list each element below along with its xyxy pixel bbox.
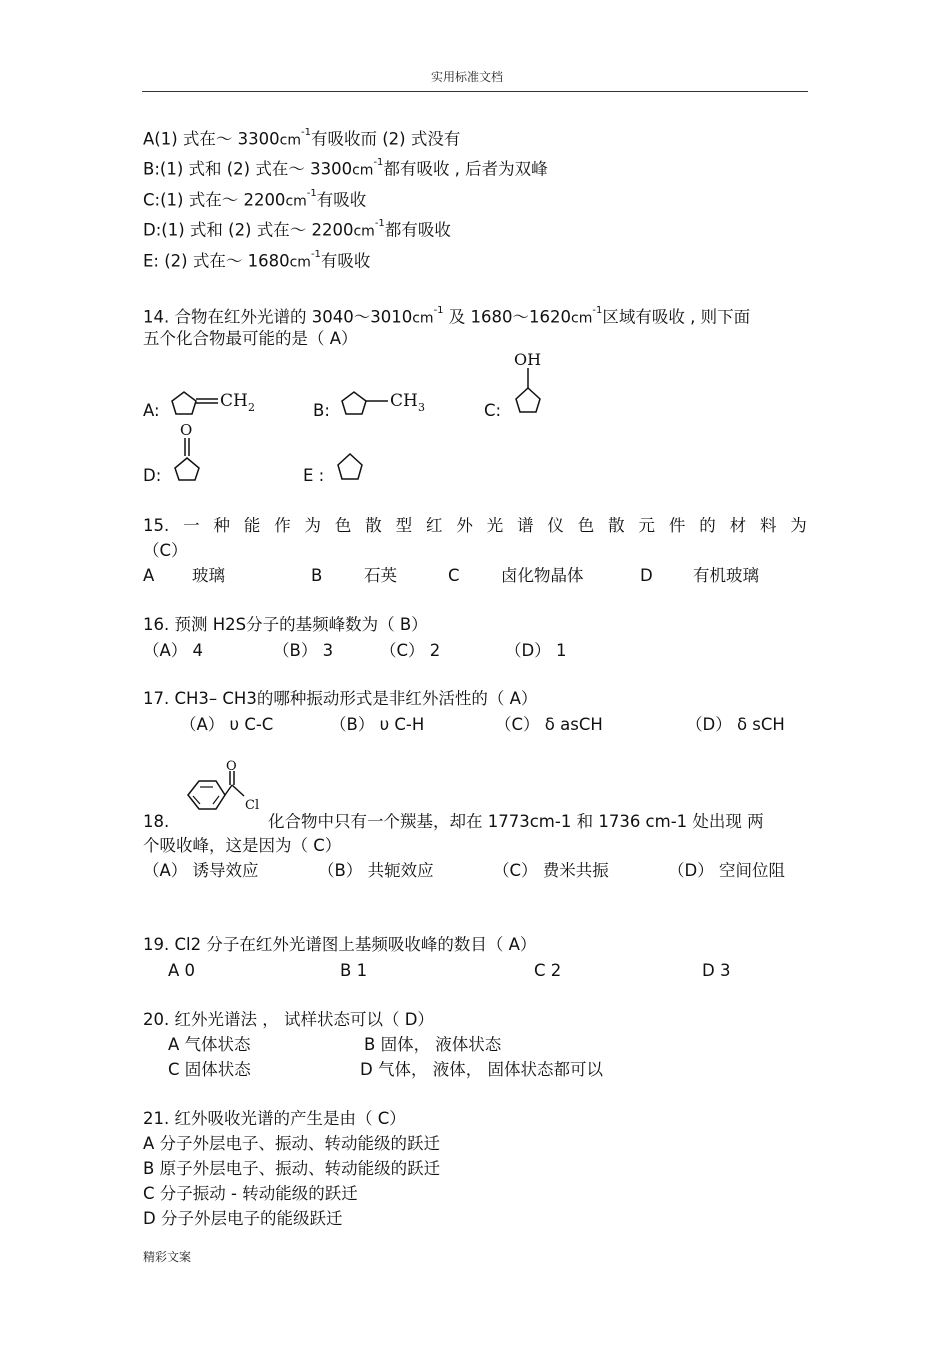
q18-stem-line2: 个吸收峰，这是因为（ C）: [143, 836, 342, 855]
q20-option-c: C 固体状态: [168, 1060, 251, 1079]
q15-option-c-letter: C: [448, 566, 460, 585]
q15-stem: 15. 一 种 能 作 为 色 散 型 红 外 光 谱 仪 色 散 元 件 的 材 料 为: [143, 516, 807, 535]
cl-label: Cl: [245, 798, 260, 813]
q18-option-b: （B） 共轭效应: [318, 861, 434, 880]
o-label: O: [180, 421, 193, 439]
q15-option-a-text: 玻璃: [192, 566, 225, 585]
page-header-title: 实用标准文档: [431, 70, 504, 84]
q19-option-c: C 2: [534, 961, 562, 980]
q19-option-a: A 0: [168, 961, 196, 980]
q13-option-a: A(1) 式在～ $3300cm^{-1}$有吸收而 (2) 式没有: [143, 127, 461, 149]
q15-option-d-text: 有机玻璃: [693, 566, 759, 585]
structure-methylcyclopentane: [340, 384, 440, 424]
q18-option-c: （C） 费米共振: [493, 861, 609, 880]
q16-option-a: （A） 4: [143, 641, 204, 660]
q13-option-d: D:(1) 式和 (2) 式在～ $2200cm^{-1}$都有吸收: [143, 218, 451, 240]
q17-option-a: （A） υ C-C: [180, 715, 274, 734]
ch2-label: CH: [220, 391, 248, 411]
oh-label: OH: [514, 350, 542, 369]
q15-option-d-letter: D: [640, 566, 653, 585]
q13-option-c: C:(1) 式在～ $2200cm^{-1}$有吸收: [143, 188, 367, 210]
carbonyl-o-label: O: [226, 759, 237, 774]
q16-option-c: （C） 2: [380, 641, 441, 660]
q16-option-d: （D） 1: [505, 641, 567, 660]
q15-option-b-text: 石英: [364, 566, 397, 585]
structure-benzoyl-chloride: [182, 758, 272, 832]
structure-cyclopentene: [336, 450, 370, 484]
q14-label-d: D:: [143, 466, 162, 485]
q15-option-b-letter: B: [311, 566, 323, 585]
q18-option-a: （A） 诱导效应: [143, 861, 259, 880]
page-footer-text: 精彩文案: [143, 1250, 192, 1264]
q17-option-d: （D） δ sCH: [686, 715, 785, 734]
q19-option-b: B 1: [340, 961, 368, 980]
q15-answer: （C）: [143, 541, 188, 560]
q20-option-b: B 固体， 液体状态: [364, 1035, 502, 1054]
q21-option-b: B 原子外层电子、振动、转动能级的跃迁: [143, 1159, 441, 1178]
q21-stem: 21. 红外吸收光谱的产生是由（ C）: [143, 1109, 406, 1128]
q18-number: 18.: [143, 812, 170, 831]
q14-label-a: A:: [143, 401, 160, 420]
structure-cyclopentanone: [170, 420, 210, 485]
q14-label-c: C:: [484, 401, 502, 420]
q13-option-b: B:(1) 式和 (2) 式在～ $3300cm^{-1}$都有吸收 , 后者为双峰: [143, 157, 548, 179]
q17-option-b: （B） υ C-H: [330, 715, 425, 734]
q21-option-d: D 分子外层电子的能级跃迁: [143, 1209, 343, 1228]
q20-option-a: A 气体状态: [168, 1035, 251, 1054]
q21-option-a: A 分子外层电子、振动、转动能级的跃迁: [143, 1134, 441, 1153]
header-rule: [142, 91, 808, 92]
q17-stem: 17. CH3– CH3的哪种振动形式是非红外活性的（ A）: [143, 689, 538, 708]
ch3-subscript: 3: [418, 401, 425, 414]
q16-stem: 16. 预测 H2S分子的基频峰数为（ B）: [143, 615, 428, 634]
q15-option-a-letter: A: [143, 566, 155, 585]
q20-stem: 20. 红外光谱法 ， 试样状态可以（ D）: [143, 1010, 434, 1029]
q18-stem-line1: 化合物中只有一个羰基，却在 1773cm-1 和 1736 cm-1 处出现 两: [268, 812, 764, 831]
ch2-subscript: 2: [248, 401, 255, 414]
q19-option-d: D 3: [702, 961, 731, 980]
q14-stem-line1: 14. 合物在红外光谱的 $3040\sim 3010cm^{-1}$ 及 $1680\sim 1620cm^{-1}$区域有吸收 , 则下面: [143, 305, 751, 327]
q18-option-d: （D） 空间位阻: [668, 861, 785, 880]
q20-option-d: D 气体， 液体， 固体状态都可以: [360, 1060, 603, 1079]
q14-stem-line2: 五个化合物最可能的是（ A）: [143, 329, 358, 348]
q13-option-e: E: (2) 式在～ $1680cm^{-1}$有吸收: [143, 249, 371, 271]
q21-option-c: C 分子振动 - 转动能级的跃迁: [143, 1184, 358, 1203]
q16-option-b: （B） 3: [273, 641, 334, 660]
q17-option-c: （C） δ asCH: [495, 715, 603, 734]
structure-cyclopentanol: [510, 348, 560, 418]
q14-label-b: B:: [313, 401, 330, 420]
q19-stem: 19. Cl2 分子在红外光谱图上基频吸收峰的数目（ A）: [143, 935, 537, 954]
ch3-label: CH: [390, 391, 418, 411]
structure-methylenecyclopentane: [170, 384, 270, 424]
q15-option-c-text: 卤化物晶体: [501, 566, 584, 585]
q14-label-e: E :: [303, 466, 325, 485]
